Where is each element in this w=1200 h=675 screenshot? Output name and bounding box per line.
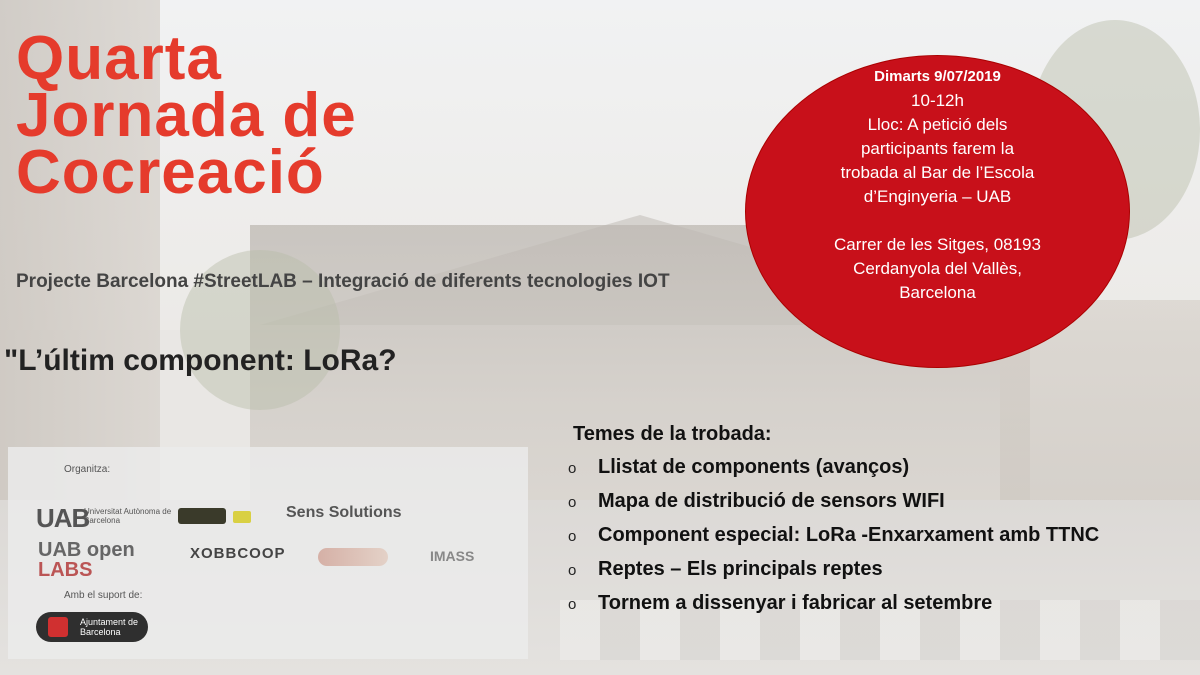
uab-logo-subtitle: Universitat Autònoma de Barcelona <box>84 507 172 525</box>
barcelona-shield-icon <box>48 617 68 637</box>
event-address-line: Barcelona <box>899 283 976 302</box>
support-label: Amb el suport de: <box>64 590 143 601</box>
topic-text: Reptes – Els principals reptes <box>598 558 883 580</box>
hexagon-logo-icon <box>178 508 226 524</box>
topics-list <box>568 455 1188 625</box>
ajuntament-text: Ajuntament de Barcelona <box>80 617 139 637</box>
ajuntament-barcelona-logo <box>36 612 148 642</box>
event-time: 10-12h <box>911 91 964 110</box>
organized-label: Organitza: <box>64 464 111 475</box>
circle-bullet-icon: o <box>568 528 577 545</box>
event-address-line: Cerdanyola del Vallès, <box>853 259 1022 278</box>
topics-title: Temes de la trobada: <box>573 423 772 445</box>
list-item <box>568 489 1188 513</box>
event-address-line: Carrer de les Sitges, 08193 <box>834 235 1041 254</box>
title-line-2: Jornada de <box>16 81 357 150</box>
project-subtitle: Projecte Barcelona #StreetLAB – Integració de diferents tecnologies IOT <box>16 271 670 292</box>
topic-text: Tornem a dissenyar i fabricar al setembre <box>598 592 993 614</box>
circle-bullet-icon: o <box>568 494 577 511</box>
list-item <box>568 557 1188 581</box>
list-item <box>568 455 1188 479</box>
list-item <box>568 523 1188 547</box>
event-place-line: participants farem la <box>860 139 1015 158</box>
event-place-line: d’Enginyeria – UAB <box>863 187 1012 206</box>
circle-bullet-icon: o <box>568 596 577 613</box>
imass-logo: IMASS <box>430 548 475 564</box>
circle-bullet-icon: o <box>568 562 577 579</box>
event-place-line: Lloc: A petició dels <box>867 115 1008 134</box>
xobbcoop-logo: XOBBCOOP <box>190 545 286 562</box>
event-details <box>775 65 1100 305</box>
page-title <box>16 24 656 207</box>
sens-solutions-logo: Sens Solutions <box>286 504 402 521</box>
circle-bullet-icon: o <box>568 460 577 477</box>
event-place-line: trobada al Bar de l’Escola <box>840 163 1035 182</box>
hexagon-logo-icon-accent <box>233 511 251 523</box>
headline: "L’últim component: LoRa? <box>4 344 397 377</box>
uab-logo: UAB <box>36 503 90 533</box>
hands-logo-icon <box>318 548 388 566</box>
title-line-3: Cocreació <box>16 138 325 207</box>
uab-open-text: UAB open <box>38 539 135 561</box>
event-date: Dimarts 9/07/2019 <box>874 68 1001 85</box>
title-line-1: Quarta <box>16 24 222 93</box>
uab-open-labs-logo <box>38 540 135 580</box>
topic-text: Llistat de components (avanços) <box>598 456 910 478</box>
labs-text: LABS <box>38 559 93 581</box>
topic-text: Component especial: LoRa -Enxarxament amb TTNC <box>598 524 1100 546</box>
list-item <box>568 591 1188 615</box>
topic-text: Mapa de distribució de sensors WIFI <box>598 490 945 512</box>
